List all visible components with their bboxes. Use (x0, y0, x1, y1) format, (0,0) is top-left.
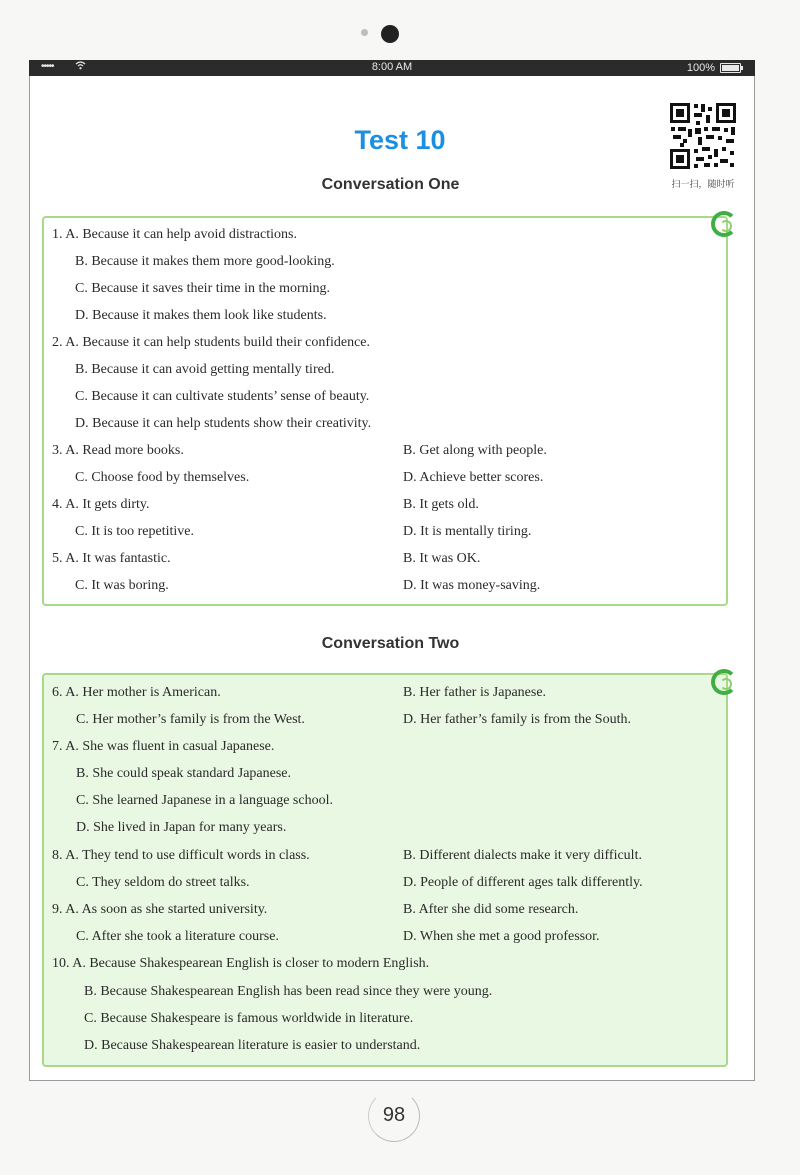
page-number: 98 (382, 1104, 406, 1126)
option-3a: 3. A. Read more books. (52, 443, 184, 458)
option-9c: C. After she took a literature course. (76, 929, 279, 944)
option-1b: B. Because it makes them more good-looking. (75, 254, 335, 269)
qr-caption: 扫一扫，随时听 (671, 180, 735, 190)
front-camera (381, 25, 399, 43)
option-3d: D. Achieve better scores. (403, 470, 544, 485)
option-10d: D. Because Shakespearean literature is easier to understand. (84, 1038, 421, 1053)
option-8b: B. Different dialects make it very difficult. (403, 848, 642, 863)
option-3b: B. Get along with people. (403, 443, 547, 458)
option-9b: B. After she did some research. (403, 902, 579, 917)
option-4a: 4. A. It gets dirty. (52, 497, 150, 512)
option-2b: B. Because it can avoid getting mentally tired. (75, 362, 335, 377)
option-6c: C. Her mother’s family is from the West. (76, 712, 305, 727)
option-8c: C. They seldom do street talks. (76, 875, 250, 890)
option-10c: C. Because Shakespeare is famous worldwide in literature. (84, 1011, 414, 1026)
section-heading-two: Conversation Two (321, 635, 460, 652)
signal-strength: ••••• (41, 61, 54, 72)
option-1d: D. Because it makes them look like students. (75, 308, 327, 323)
front-sensor (361, 29, 368, 36)
option-6a: 6. A. Her mother is American. (52, 685, 221, 700)
clock: 8:00 AM (371, 61, 413, 73)
option-5c: C. It was boring. (75, 578, 169, 593)
option-4b: B. It gets old. (403, 497, 479, 512)
option-2d: D. Because it can help students show their creativity. (75, 416, 372, 431)
option-2c: C. Because it can cultivate students’ sense of beauty. (75, 389, 370, 404)
option-6b: B. Her father is Japanese. (403, 685, 547, 700)
option-5d: D. It was money-saving. (403, 578, 541, 593)
battery-icon (720, 63, 741, 73)
conversation-two-box (42, 673, 728, 1067)
option-7c: C. She learned Japanese in a language school. (76, 793, 333, 808)
section-heading-one: Conversation One (321, 176, 460, 193)
swirl-decoration-icon (711, 211, 737, 237)
conversation-one-box (42, 216, 728, 606)
option-6d: D. Her father’s family is from the South. (403, 712, 631, 727)
option-8a: 8. A. They tend to use difficult words in class. (52, 848, 310, 863)
option-5a: 5. A. It was fantastic. (52, 551, 171, 566)
option-10a: 10. A. Because Shakespearean English is closer to modern English. (52, 956, 430, 971)
battery-percentage: 100% (686, 62, 715, 74)
option-1a: 1. A. Because it can help avoid distractions. (52, 227, 297, 242)
option-4d: D. It is mentally tiring. (403, 524, 532, 539)
option-2a: 2. A. Because it can help students build their confidence. (52, 335, 371, 350)
option-7a: 7. A. She was fluent in casual Japanese. (52, 739, 275, 754)
option-4c: C. It is too repetitive. (75, 524, 194, 539)
page-title: Test 10 (354, 125, 446, 155)
option-7b: B. She could speak standard Japanese. (76, 766, 291, 781)
option-1c: C. Because it saves their time in the morning. (75, 281, 331, 296)
option-5b: B. It was OK. (403, 551, 481, 566)
option-3c: C. Choose food by themselves. (75, 470, 250, 485)
option-8d: D. People of different ages talk differently. (403, 875, 643, 890)
option-10b: B. Because Shakespearean English has been read since they were young. (84, 984, 493, 999)
option-7d: D. She lived in Japan for many years. (76, 820, 287, 835)
swirl-decoration-icon (711, 669, 737, 695)
option-9a: 9. A. As soon as she started university. (52, 902, 268, 917)
status-bar (29, 60, 755, 76)
option-9d: D. When she met a good professor. (403, 929, 600, 944)
